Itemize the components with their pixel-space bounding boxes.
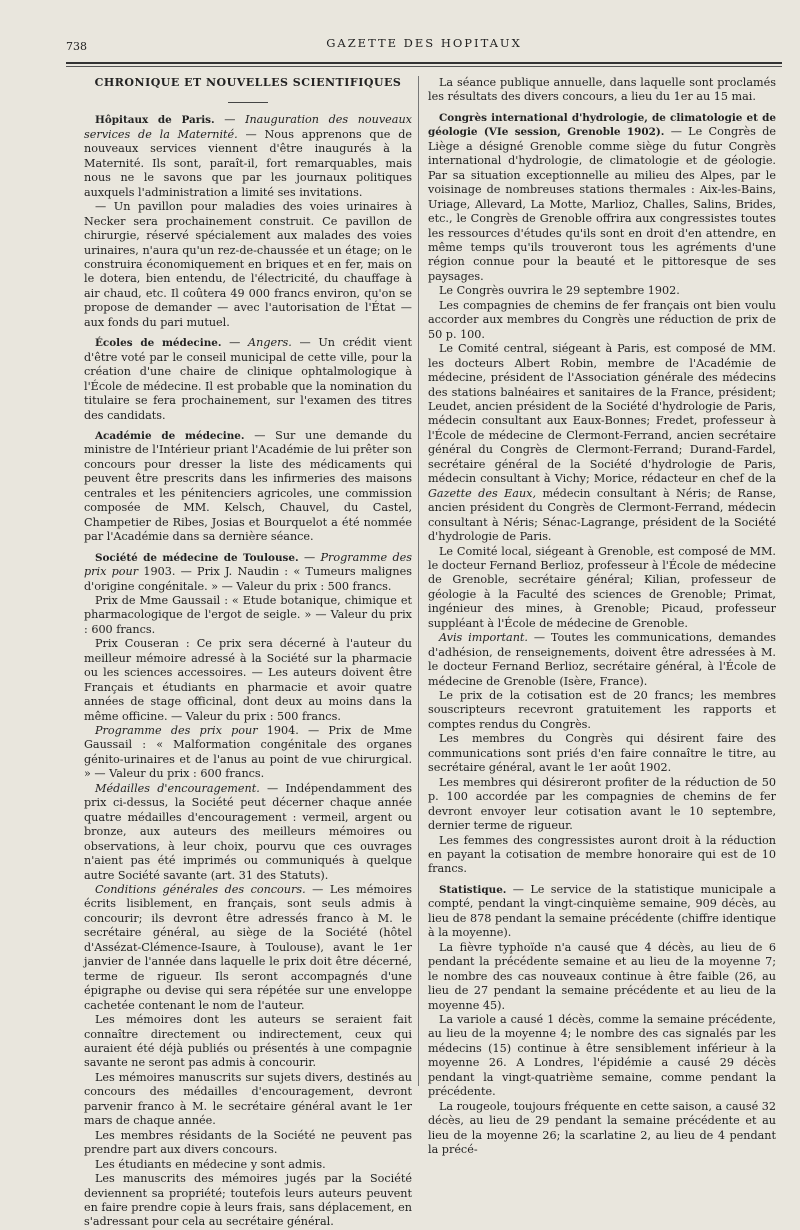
paragraph-hopitaux: Hôpitaux de Paris. — Inauguration des nouveaux services de la Maternité. — Nous apprenons que de nouveaux services viennent d'être inaugurés à la Maternité. Ils sont, paraît-il, fort remarquables, mais nous ne le savons que par les journaux politiques auxquels l'administration a limité ses invitations. [84, 113, 413, 199]
paragraph-ouverture [428, 284, 776, 298]
lead-congres: Congrès international d'hydrologie, de climatologie et de géologie (VIe session, Grenoble 1902). [428, 111, 776, 139]
paragraph-avis [428, 631, 776, 689]
paragraph-toulouse [84, 551, 412, 594]
text-memoires-manuscrits: Les mémoires manuscrits sur sujets divers, destinés au concours des médailles d'encouragement, devront parvenir franco à M. le secrétaire général avant le 1er mars de chaque année. [84, 1070, 412, 1128]
italic-programme-1904: Programme des prix pour [95, 724, 258, 738]
paragraph-fievre-typhoide [428, 941, 776, 1013]
paragraph-conditions [84, 883, 412, 1013]
paragraph-prix-gaussail [84, 594, 412, 637]
text-comite-central-2: médecin consultant à Néris; de Ranse, ancien président du Congrès de Clermont-Ferrand, médecin consultant à Néris; Sénac-Lagrange, président de la Société d'hydrologie de Paris. [428, 486, 776, 544]
column-divider [418, 76, 419, 1086]
paragraph-comite-local [428, 545, 776, 632]
paragraph-membres-residants [84, 1129, 412, 1158]
lead-ecoles: Écoles de médecine. [95, 337, 222, 350]
lead-hopitaux: Hôpitaux de Paris. [95, 114, 215, 127]
text-variole: La variole a causé 1 décès, comme la semaine précédente, au lieu de la moyenne 4; le nombre des cas signalés par les médecins (15) continue à être sensiblement inférieur à la moyenne 26. A Londres, l'épidémie a causé 29 décès pendant la vingt-quatrième semaine, comme pendant la précédente. [428, 1013, 776, 1099]
lead-academie: Académie de médecine. [95, 429, 245, 442]
title-rule [228, 102, 268, 103]
text-membres-residants: Les membres résidants de la Société ne peuvent pas prendre part aux divers concours. [84, 1128, 412, 1157]
italic-programme-1903: — Programme des prix pour [84, 550, 412, 579]
text-reduction: Les membres qui désireront profiter de la réduction de 50 p. 100 accordée par les compagnies de chemins de fer devront envoyer leur cotisation avant le 10 septembre, dernier terme de rigueur. [428, 775, 776, 833]
header-rule-thin [66, 66, 782, 67]
text-congres: — Le Congrès de Liège a désigné Grenoble comme siège du futur Congrès international d'hydrologie, de climatologie et de géologie. Par sa situation exceptionnelle au milieu des Alpes, par le voisinage de nombreuses stations thermales : Aix-les-Bains, Uriage, Allevard, La Motte, Marlioz, Challes, Salins, Brides, etc., le Congrès de Grenoble offrira aux congressistes toutes les ressources d'études qu'ils sont en droit d'en attendre, en même temps qu'ils trouveront tous les agréments d'une région connue pour la beauté et le pittoresque de ses paysages. [428, 125, 777, 283]
paragraph-rougeole [428, 1100, 776, 1158]
text-etudiants: Les étudiants en médecine y sont admis. [95, 1157, 326, 1171]
text-comite-local: Le Comité local, siégeant à Grenoble, est composé de MM. le docteur Fernand Berlioz, professeur à l'École de médecine de Grenoble, secrétaire général; Kilian, professeur de géologie à la Faculté des sciences de Grenoble; Primat, ingénieur des mines, à Grenoble; Picaud, professeur suppléant à l'École de médecine de Grenoble. [428, 544, 776, 630]
paragraph-chemins-de-fer [428, 299, 776, 342]
header-rule [66, 62, 782, 64]
text-ecoles: — Un crédit vient d'être voté par le conseil municipal de cette ville, pour la création d'une chaire de clinique ophtalmologique à l'École de médecine. Il est probable que la nomination du titulaire se fera prochainement, sur l'examen des titres des candidats. [84, 336, 413, 422]
page-number: 738 [66, 40, 87, 53]
paragraph-necker [84, 200, 412, 330]
page-header [66, 28, 782, 68]
paragraph-cotisation [428, 689, 776, 732]
italic-medailles: Médailles d'encouragement. [95, 781, 260, 795]
text-seance-publique: La séance publique annuelle, dans laquelle sont proclamés les résultats des divers concours, a lieu du 1er au 15 mai. [428, 76, 776, 104]
paragraph-femmes [428, 834, 776, 877]
italic-gazette-eaux: Gazette des Eaux, [428, 486, 537, 500]
paragraph-memoires-publies [84, 1013, 412, 1071]
text-rougeole: La rougeole, toujours fréquente en cette saison, a causé 32 décès, au lieu de 29 pendant la semaine précédente et au lieu de la moyenne 26; la scarlatine 2, au lieu de 4 pendant la précé- [428, 1099, 776, 1157]
lead-toulouse: Société de médecine de Toulouse. [95, 551, 299, 564]
lead-statistique: Statistique. [439, 883, 507, 896]
text-academie: — Sur une demande du ministre de l'Intérieur priant l'Académie de lui prêter son concours pour dresser la liste des médicaments qui peuvent être prescrits dans les infirmeries des maisons centrales et les pénitenciers agricoles, une commission composée de MM. Kelsch, Chauvel, du Castel, Champetier de Ribes, Josias et Bourquelot a été nommée par l'Académie dans sa dernière séance. [84, 428, 413, 544]
text-comite-central: Le Comité central, siégeant à Paris, est composé de MM. les docteurs Albert Robin, membre de l'Académie de médecine, président de l'Association générale des médecins des stations balnéaires et sanitaires de la France, président; Leudet, ancien président de la Société d'hydrologie de Paris, médecin consultant aux Eaux-Bonnes; Fredet, professeur à l'École de médecine de Clermont-Ferrand, ancien secrétaire général du Congrès de Clermont-Ferrand; Durand-Fardel, secrétaire général de la Société d'hydrologie de Paris, médecin consultant à Vichy; Morice, rédacteur en chef de la [428, 342, 776, 486]
text-prix-couseran: Prix Couseran : Ce prix sera décerné à l'auteur du meilleur mémoire adressé à la Société sur la pharmacie ou les sciences accessoires. — Les auteurs doivent être Français et étudiants en pharmacie et avoir quatre années de stage officinal, dont deux au moins dans la même officine. — Valeur du prix : 500 francs. [84, 637, 412, 723]
text-prix-naudin: 1903. — Prix J. Naudin : « Tumeurs malignes d'origine congénitale. » — Valeur du prix : 500 francs. [84, 565, 412, 593]
text-chemins-de-fer: Les compagnies de chemins de fer français ont bien voulu accorder aux membres du Congrès une réduction de prix de 50 p. 100. [428, 298, 776, 341]
italic-avis: Avis important. [439, 631, 528, 645]
italic-maternite: Inauguration des nouveaux services de la Maternité. [84, 113, 412, 141]
text-memoires-publies: Les mémoires dont les auteurs se seraient fait connaître directement ou indirectement, ceux qui auraient été déjà publiés ou présentés à une compagnie savante ne seront pas admis à concourir. [84, 1013, 412, 1070]
text-avis: — Toutes les communications, demandes d'adhésion, de renseignements, doivent être adressées à M. le docteur Fernand Berlioz, secrétaire général, à l'École de médecine de Grenoble (Isère, France). [428, 631, 776, 688]
paragraph-seance-publique [428, 76, 776, 105]
text-fievre-typhoide: La fièvre typhoïde n'a causé que 4 décès, au lieu de 6 pendant la précédente semaine et au lieu de la moyenne 7; le nombre des cas nouveaux continue à être faible (26, au lieu de 27 pendant la semaine précédente et au lieu de la moyenne 45). [428, 940, 776, 1012]
paragraph-congres [428, 111, 776, 284]
text-conditions: — Les mémoires écrits lisiblement, en français, sont seuls admis à concourir; ils devront être adressés franco à M. le secrétaire général, au siège de la Société (hôtel d'Assézat-Clémence-Isaure, à Toulouse), avant le 1er janvier de l'année dans laquelle le prix doit être décerné, terme de rigueur. Ils seront accompagnés d'une épigraphe ou devise qui sera répétée sur une enveloppe cachetée contenant le nom de l'auteur. [84, 883, 413, 1012]
paragraph-programme-1904 [84, 724, 412, 782]
text-maternite: — Nous apprenons que de nouveaux services viennent d'être inaugurés à la Maternité. Ils sont, paraît-il, fort remarquables, mais nous ne le savons que par les journaux politiques auxquels l'administration a limité ses invitations. [84, 127, 413, 199]
text-medailles: — Indépendamment des prix ci-dessus, la Société peut décerner chaque année quatre médailles d'encouragement : vermeil, argent ou bronze, aux auteurs des meilleurs mémoires ou observations, à leur choix, pourvu que ces ouvrages n'aient pas été imprimés ou communiqués à quelque autre Société savante (art. 31 des Statuts). [84, 781, 412, 882]
text-prix-gaussail: Prix de Mme Gaussail : « Etude botanique, chimique et pharmacologique de l'ergot de seigle. » — Valeur du prix : 600 francs. [84, 593, 412, 636]
text-ouverture: Le Congrès ouvrira le 29 septembre 1902. [439, 284, 680, 298]
journal-title: GAZETTE DES HOPITAUX [326, 36, 522, 50]
italic-angers: — Angers. [229, 336, 292, 350]
text-femmes: Les femmes des congressistes auront droit à la réduction en payant la cotisation de membre honoraire qui est de 10 francs. [428, 833, 776, 876]
text-communications: Les membres du Congrès qui désirent faire des communications sont priés d'en faire connaître le titre, au secrétaire général, avant le 1er août 1902. [428, 732, 776, 775]
italic-conditions: Conditions générales des concours. [95, 883, 306, 897]
text-manuscrits-propriete: Les manuscrits des mémoires jugés par la Société deviennent sa propriété; toutefois leurs auteurs peuvent en faire prendre copie à leurs frais, sans déplacement, en s'adressant pour cela au secrétaire général. [84, 1172, 412, 1229]
paragraph-statistique [428, 883, 776, 941]
paragraph-manuscrits-propriete [84, 1172, 412, 1230]
text-statistique: — Le service de la statistique municipale a compté, pendant la vingt-cinquième semaine, 909 décès, au lieu de 878 pendant la semaine précédente (chiffre identique à la moyenne). [428, 882, 776, 940]
paragraph-reduction [428, 776, 776, 834]
paragraph-variole [428, 1013, 776, 1100]
text-necker: — Un pavillon pour maladies des voies urinaires à Necker sera prochainement construit. Ce pavillon de chirurgie, réservé spécialement aux malades des voies urinaires, n'aura qu'un rez-de-chaussée et un étage; on le construira économiquement en briques et en fer, mais on le dotera, bien entendu, de l'électricité, du chauffage à air chaud, etc. Il coûtera 49 000 francs environ, qu'on se propose de demander — avec l'autorisation de l'État — aux fonds du pari mutuel. [84, 200, 412, 329]
paragraph-memoires-manuscrits [84, 1071, 412, 1129]
paragraph-etudiants [84, 1158, 412, 1172]
paragraph-prix-couseran [84, 637, 412, 724]
paragraph-comite-central [428, 342, 776, 544]
section-title: CHRONIQUE ET NOUVELLES SCIENTIFIQUES [94, 76, 402, 89]
paragraph-medailles [84, 782, 412, 883]
paragraph-communications [428, 732, 776, 775]
paragraph-academie [84, 429, 412, 545]
text-cotisation: Le prix de la cotisation est de 20 francs; les membres souscripteurs recevront gratuitement les rapports et comptes rendus du Congrès. [428, 689, 776, 731]
right-column [428, 76, 776, 1158]
text-programme-1904: 1904. — Prix de Mme Gaussail : « Malformation congénitale des organes génito-urinaires et de l'anus au point de vue chirurgical. » — Valeur du prix : 600 francs. [84, 724, 412, 781]
left-column [84, 76, 412, 1230]
paragraph-ecoles [84, 336, 412, 423]
